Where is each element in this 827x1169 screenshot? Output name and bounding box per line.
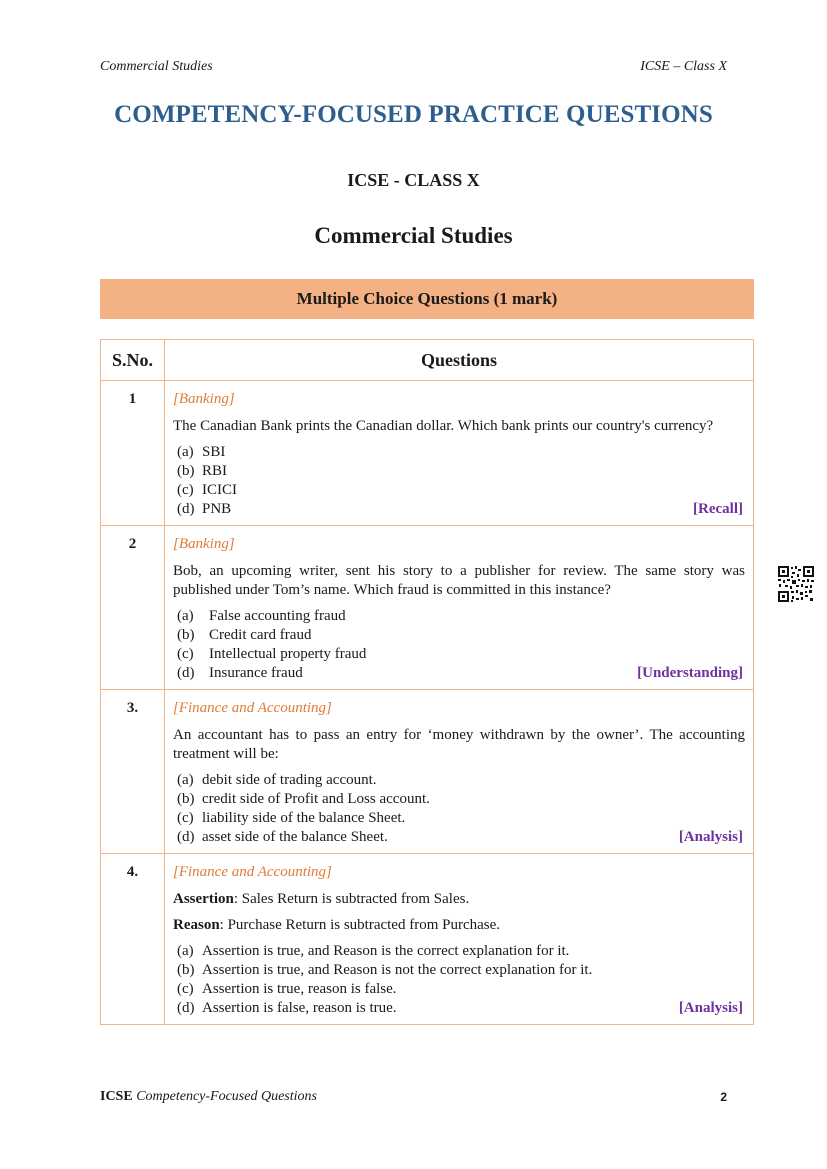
competency-tag: [Recall] xyxy=(693,501,743,517)
question-topic: [Finance and Accounting] xyxy=(173,864,332,880)
option-text: liability side of the balance Sheet. xyxy=(202,810,406,826)
option-text: debit side of trading account. xyxy=(202,772,377,788)
competency-tag: [Analysis] xyxy=(678,829,743,845)
option-letter: (b) xyxy=(177,962,195,978)
question-topic: [Finance and Accounting] xyxy=(173,700,332,716)
option-a xyxy=(173,771,745,790)
option-letter: (c) xyxy=(177,810,194,826)
option-letter: (d) xyxy=(177,1000,195,1016)
option-letter: (d) xyxy=(177,665,195,681)
reason-label: Reason xyxy=(173,917,220,933)
option-text: ICICI xyxy=(202,482,237,498)
header-subject: Commercial Studies xyxy=(100,59,213,74)
option-letter: (d) xyxy=(177,829,195,845)
option-a xyxy=(173,443,745,462)
option-a xyxy=(173,607,745,626)
option-letter: (b) xyxy=(177,791,195,807)
table-row xyxy=(101,381,754,526)
footer-label xyxy=(100,1089,317,1105)
page-title: COMPETENCY-FOCUSED PRACTICE QUESTIONS xyxy=(114,101,713,128)
option-letter: (c) xyxy=(177,482,194,498)
question-number: 3. xyxy=(101,690,165,854)
option-c xyxy=(173,809,745,828)
competency-tag: [Understanding] xyxy=(637,665,743,681)
option-letter: (a) xyxy=(177,772,194,788)
option-b xyxy=(173,462,745,481)
option-c xyxy=(173,645,745,664)
option-letter: (a) xyxy=(177,608,194,624)
question-cell xyxy=(165,381,754,526)
assertion-text xyxy=(173,890,745,909)
option-d xyxy=(173,999,745,1018)
question-number: 1 xyxy=(101,381,165,526)
option-d xyxy=(173,828,745,847)
option-c xyxy=(173,481,745,500)
option-d xyxy=(173,664,745,683)
column-header-sno: S.No. xyxy=(101,340,165,381)
question-number: 2 xyxy=(101,526,165,690)
option-letter: (b) xyxy=(177,463,195,479)
option-letter: (b) xyxy=(177,627,195,643)
option-b xyxy=(173,961,745,980)
column-header-questions: Questions xyxy=(165,340,754,381)
question-text: An accountant has to pass an entry for ‘money withdrawn by the owner’. The accounting treatment will be: xyxy=(173,727,745,762)
option-text: Intellectual property fraud xyxy=(209,646,367,662)
option-a xyxy=(173,942,745,961)
option-text: PNB xyxy=(202,501,232,517)
footer-doc-title: Competency-Focused Questions xyxy=(132,1089,317,1104)
option-text: SBI xyxy=(202,444,226,460)
section-heading-label: Multiple Choice Questions (1 mark) xyxy=(296,289,558,308)
option-b xyxy=(173,790,745,809)
option-text: Assertion is true, reason is false. xyxy=(202,981,397,997)
options-list xyxy=(173,771,745,847)
assertion-label: Assertion xyxy=(173,891,234,907)
page-number: 2 xyxy=(720,1090,727,1104)
option-letter: (c) xyxy=(177,981,194,997)
option-text: credit side of Profit and Loss account. xyxy=(202,791,430,807)
page-subtitle: ICSE - CLASS X xyxy=(347,170,480,190)
option-text: Insurance fraud xyxy=(209,665,303,681)
option-d xyxy=(173,500,745,519)
table-row xyxy=(101,690,754,854)
question-cell xyxy=(165,690,754,854)
table-row xyxy=(101,854,754,1025)
option-text: False accounting fraud xyxy=(209,608,346,624)
question-number: 4. xyxy=(101,854,165,1025)
table-header-row xyxy=(101,340,754,381)
option-text: RBI xyxy=(202,463,228,479)
question-cell xyxy=(165,854,754,1025)
questions-table xyxy=(100,339,754,1025)
option-letter: (a) xyxy=(177,943,194,959)
option-text: asset side of the balance Sheet. xyxy=(202,829,388,845)
option-c xyxy=(173,980,745,999)
reason-text xyxy=(173,916,745,935)
table-row xyxy=(101,526,754,690)
question-topic: [Banking] xyxy=(173,536,235,552)
options-list xyxy=(173,443,745,519)
option-letter: (a) xyxy=(177,444,194,460)
assertion-statement: : Sales Return is subtracted from Sales. xyxy=(233,891,470,907)
option-letter: (d) xyxy=(177,501,195,517)
question-topic: [Banking] xyxy=(173,391,235,407)
option-text: Assertion is false, reason is true. xyxy=(202,1000,397,1016)
option-letter: (c) xyxy=(177,646,194,662)
subject-heading: Commercial Studies xyxy=(314,223,513,248)
option-text: Credit card fraud xyxy=(209,627,312,643)
qr-code-icon[interactable] xyxy=(777,565,815,603)
competency-tag: [Analysis] xyxy=(678,1000,743,1016)
question-cell xyxy=(165,526,754,690)
footer-board: ICSE xyxy=(100,1089,133,1104)
options-list xyxy=(173,942,745,1018)
options-list xyxy=(173,607,745,683)
option-text: Assertion is true, and Reason is not the correct explanation for it. xyxy=(202,962,593,978)
section-heading xyxy=(100,279,754,319)
header-class: ICSE – Class X xyxy=(640,59,727,74)
question-text: The Canadian Bank prints the Canadian dollar. Which bank prints our country's currency? xyxy=(173,418,714,434)
option-text: Assertion is true, and Reason is the correct explanation for it. xyxy=(202,943,570,959)
option-b xyxy=(173,626,745,645)
reason-statement: : Purchase Return is subtracted from Purchase. xyxy=(219,917,501,933)
question-text: Bob, an upcoming writer, sent his story to a publisher for review. The same story was published under Tom’s name. Which fraud is committed in this instance? xyxy=(173,563,745,598)
